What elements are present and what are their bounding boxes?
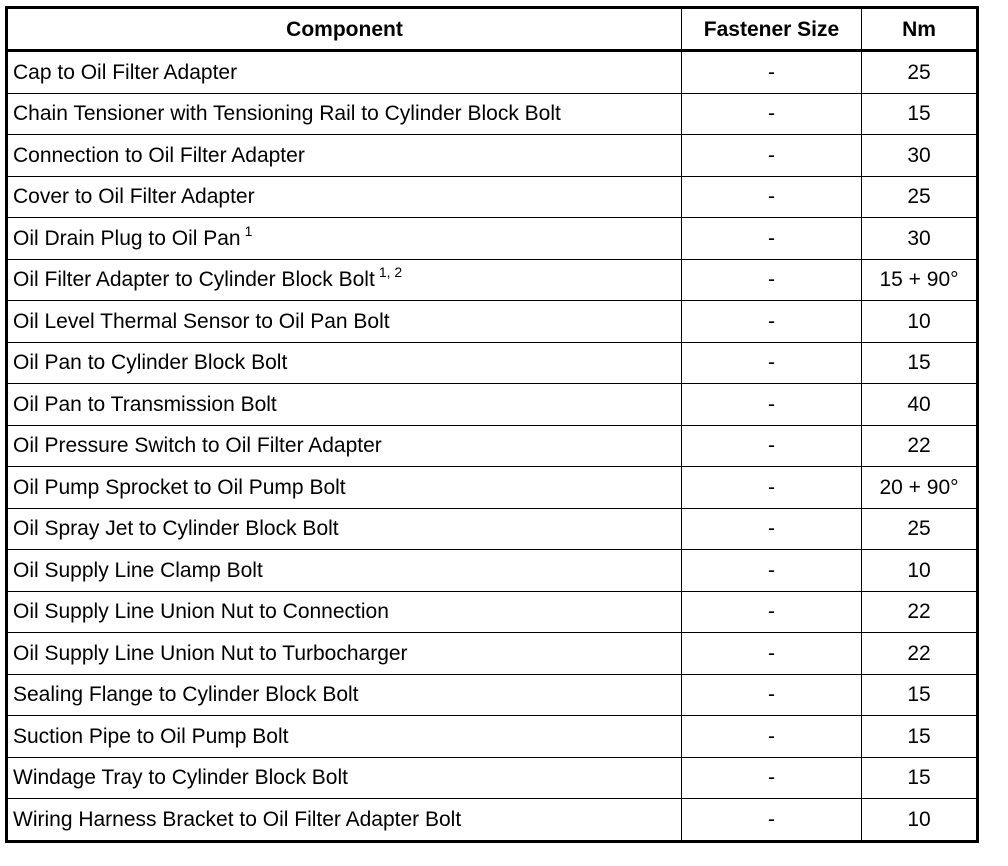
- torque-nm-cell: 15: [862, 342, 978, 384]
- component-name: Wiring Harness Bracket to Oil Filter Adapter Bolt: [13, 807, 462, 831]
- component-name: Oil Drain Plug to Oil Pan: [13, 226, 241, 250]
- torque-spec-table: [5, 6, 979, 843]
- component-cell: [7, 301, 682, 343]
- component-cell: [7, 591, 682, 633]
- component-cell: [7, 674, 682, 716]
- table-row: [7, 384, 978, 426]
- fastener-size-cell: -: [682, 633, 862, 675]
- table-row: [7, 550, 978, 592]
- table-row: [7, 93, 978, 135]
- component-cell: [7, 384, 682, 426]
- table-row: [7, 467, 978, 509]
- component-name: Oil Filter Adapter to Cylinder Block Bolt: [13, 268, 375, 292]
- fastener-size-cell: -: [682, 93, 862, 135]
- component-cell: [7, 342, 682, 384]
- torque-nm-cell: 40: [862, 384, 978, 426]
- fastener-size-cell: -: [682, 550, 862, 592]
- fastener-size-cell: -: [682, 716, 862, 758]
- fastener-size-cell: -: [682, 757, 862, 799]
- torque-nm-cell: 22: [862, 591, 978, 633]
- table-row: [7, 674, 978, 716]
- footnote-reference: 1, 2: [378, 264, 403, 281]
- table-row: [7, 425, 978, 467]
- component-name: Suction Pipe to Oil Pump Bolt: [13, 724, 289, 748]
- torque-nm-cell: 22: [862, 633, 978, 675]
- header-nm: Nm: [862, 8, 978, 51]
- torque-nm-cell: 25: [862, 176, 978, 218]
- component-name: Oil Level Thermal Sensor to Oil Pan Bolt: [13, 309, 390, 333]
- component-name: Sealing Flange to Cylinder Block Bolt: [13, 683, 359, 707]
- table-row: [7, 716, 978, 758]
- table-row: [7, 799, 978, 842]
- fastener-size-cell: -: [682, 51, 862, 94]
- torque-nm-cell: 15: [862, 93, 978, 135]
- torque-nm-cell: 15: [862, 757, 978, 799]
- component-name: Cover to Oil Filter Adapter: [13, 185, 255, 209]
- component-cell: [7, 425, 682, 467]
- component-name: Oil Pan to Transmission Bolt: [13, 392, 277, 416]
- fastener-size-cell: -: [682, 218, 862, 260]
- component-name: Oil Pump Sprocket to Oil Pump Bolt: [13, 475, 346, 499]
- header-row: [7, 8, 978, 51]
- torque-nm-cell: 15: [862, 716, 978, 758]
- component-name: Windage Tray to Cylinder Block Bolt: [13, 766, 348, 790]
- table-row: [7, 135, 978, 177]
- torque-nm-cell: 10: [862, 301, 978, 343]
- table-row: [7, 342, 978, 384]
- torque-nm-cell: 10: [862, 550, 978, 592]
- table-row: [7, 218, 978, 260]
- component-name: Oil Supply Line Union Nut to Turbocharger: [13, 641, 408, 665]
- torque-nm-cell: 15: [862, 674, 978, 716]
- fastener-size-cell: -: [682, 591, 862, 633]
- fastener-size-cell: -: [682, 384, 862, 426]
- fastener-size-cell: -: [682, 176, 862, 218]
- table-row: [7, 591, 978, 633]
- table-body: [7, 51, 978, 842]
- component-cell: [7, 93, 682, 135]
- table-row: [7, 301, 978, 343]
- component-name: Oil Supply Line Union Nut to Connection: [13, 600, 389, 624]
- fastener-size-cell: -: [682, 467, 862, 509]
- torque-nm-cell: 25: [862, 51, 978, 94]
- fastener-size-cell: -: [682, 301, 862, 343]
- torque-nm-cell: 15 + 90°: [862, 259, 978, 301]
- torque-nm-cell: 20 + 90°: [862, 467, 978, 509]
- component-cell: [7, 716, 682, 758]
- component-name: Chain Tensioner with Tensioning Rail to Cylinder Block Bolt: [13, 102, 561, 126]
- component-cell: [7, 467, 682, 509]
- table-row: [7, 757, 978, 799]
- component-name: Oil Supply Line Clamp Bolt: [13, 558, 263, 582]
- component-cell: [7, 757, 682, 799]
- header-component: Component: [7, 8, 682, 51]
- component-cell: [7, 633, 682, 675]
- fastener-size-cell: -: [682, 425, 862, 467]
- table-row: [7, 633, 978, 675]
- component-name: Cap to Oil Filter Adapter: [13, 60, 238, 84]
- footnote-reference: 1: [244, 222, 253, 239]
- component-cell: [7, 799, 682, 842]
- component-cell: [7, 218, 682, 260]
- component-name: Oil Pressure Switch to Oil Filter Adapter: [13, 434, 382, 458]
- fastener-size-cell: -: [682, 799, 862, 842]
- component-cell: [7, 135, 682, 177]
- component-cell: [7, 176, 682, 218]
- header-fastener-size: Fastener Size: [682, 8, 862, 51]
- fastener-size-cell: -: [682, 135, 862, 177]
- component-cell: [7, 51, 682, 94]
- fastener-size-cell: -: [682, 508, 862, 550]
- torque-nm-cell: 10: [862, 799, 978, 842]
- fastener-size-cell: -: [682, 674, 862, 716]
- table-row: [7, 51, 978, 94]
- component-name: Oil Pan to Cylinder Block Bolt: [13, 351, 288, 375]
- fastener-size-cell: -: [682, 342, 862, 384]
- torque-nm-cell: 30: [862, 135, 978, 177]
- table-row: [7, 508, 978, 550]
- table-row: [7, 176, 978, 218]
- component-cell: [7, 550, 682, 592]
- table-header: [7, 8, 978, 51]
- fastener-size-cell: -: [682, 259, 862, 301]
- torque-nm-cell: 30: [862, 218, 978, 260]
- torque-nm-cell: 25: [862, 508, 978, 550]
- component-name: Oil Spray Jet to Cylinder Block Bolt: [13, 517, 339, 541]
- component-cell: [7, 508, 682, 550]
- table-row: [7, 259, 978, 301]
- torque-nm-cell: 22: [862, 425, 978, 467]
- component-cell: [7, 259, 682, 301]
- component-name: Connection to Oil Filter Adapter: [13, 143, 305, 167]
